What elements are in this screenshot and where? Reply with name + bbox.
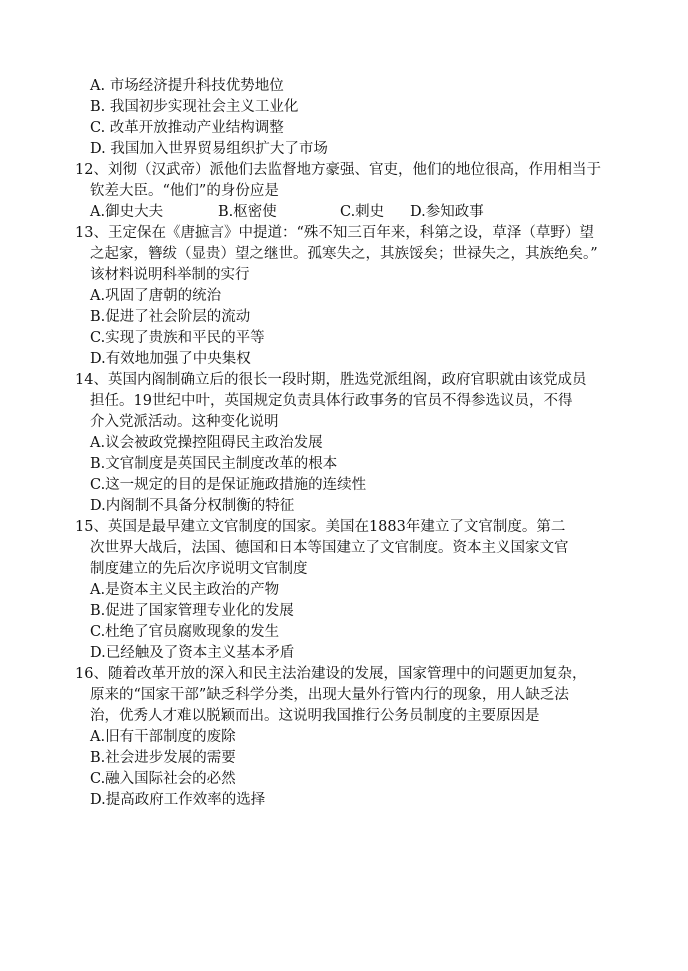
q12-stem-line-2: 钦差大臣。“他们”的身份应是 bbox=[90, 183, 279, 199]
q13-option-d: D.有效地加强了中央集权 bbox=[90, 351, 251, 367]
q16-option-b: B.社会进步发展的需要 bbox=[90, 750, 236, 766]
q13-stem-line-1: 13、王定保在《唐摭言》中提道：“殊不知三百年来，科第之设，草泽（草野）望 bbox=[75, 225, 594, 241]
q15-option-d: D.已经触及了资本主义基本矛盾 bbox=[90, 645, 295, 661]
q13-option-b: B.促进了社会阶层的流动 bbox=[90, 309, 251, 325]
q14-option-c: C.这一规定的目的是保证施政措施的连续性 bbox=[90, 477, 367, 493]
q12-option-c: C.刺史 bbox=[340, 204, 385, 220]
q11-option-d: D. 我国加入世界贸易组织扩大了市场 bbox=[90, 141, 328, 157]
q14-stem-line-3: 介入党派活动。这种变化说明 bbox=[90, 414, 279, 430]
q16-stem-line-2: 原来的“国家干部”缺乏科学分类，出现大量外行管内行的现象，用人缺乏法 bbox=[90, 687, 569, 703]
q14-stem-line-1: 14、英国内阁制确立后的很长一段时期，胜选党派组阁，政府官职就由该党成员 bbox=[75, 372, 587, 388]
q15-stem-line-1: 15、英国是最早建立文官制度的国家。美国在1883年建立了文官制度。第二 bbox=[75, 519, 566, 535]
q11-option-a: A. 市场经济提升科技优势地位 bbox=[90, 78, 284, 94]
q15-option-a: A.是资本主义民主政治的产物 bbox=[90, 582, 280, 598]
q13-option-a: A.巩固了唐朝的统治 bbox=[90, 288, 222, 304]
q13-option-c: C.实现了贵族和平民的平等 bbox=[90, 330, 265, 346]
q14-option-a: A.议会被政党操控阻碍民主政治发展 bbox=[90, 435, 323, 451]
q14-option-d: D.内阁制不具备分权制衡的特征 bbox=[90, 498, 295, 514]
q14-option-b: B.文官制度是英国民主制度改革的根本 bbox=[90, 456, 338, 472]
q13-stem-line-3: 该材料说明科举制的实行 bbox=[90, 267, 250, 283]
q11-option-c: C. 改革开放推动产业结构调整 bbox=[90, 120, 284, 136]
q12-stem-line-1: 12、刘彻（汉武帝）派他们去监督地方豪强、官吏，他们的地位很高，作用相当于 bbox=[75, 162, 601, 178]
q16-option-d: D.提高政府工作效率的选择 bbox=[90, 792, 266, 808]
q15-option-c: C.杜绝了官员腐败现象的发生 bbox=[90, 624, 280, 640]
q15-stem-line-2: 次世界大战后，法国、德国和日本等国建立了文官制度。资本主义国家文官 bbox=[90, 540, 569, 556]
q12-option-b: B.枢密使 bbox=[218, 204, 277, 220]
q16-stem-line-3: 治，优秀人才难以脱颖而出。这说明我国推行公务员制度的主要原因是 bbox=[90, 708, 540, 724]
q16-stem-line-1: 16、随着改革开放的深入和民主法治建设的发展，国家管理中的问题更加复杂， bbox=[75, 666, 587, 682]
q13-stem-line-2: 之起家，簪绂（显贵）望之继世。孤寒失之，其族馁矣；世禄失之，其族绝矣。” bbox=[90, 246, 598, 262]
q16-option-c: C.融入国际社会的必然 bbox=[90, 771, 236, 787]
q15-stem-line-3: 制度建立的先后次序说明文官制度 bbox=[90, 561, 308, 577]
q11-option-b: B. 我国初步实现社会主义工业化 bbox=[90, 99, 299, 115]
q14-stem-line-2: 担任。19世纪中叶，英国规定负责具体行政事务的官员不得参选议员，不得 bbox=[90, 393, 573, 409]
q16-option-a: A.旧有干部制度的废除 bbox=[90, 729, 236, 745]
q15-option-b: B.促进了国家管理专业化的发展 bbox=[90, 603, 294, 619]
q12-option-d: D.参知政事 bbox=[410, 204, 484, 220]
q12-option-a: A.御史大夫 bbox=[90, 204, 164, 220]
